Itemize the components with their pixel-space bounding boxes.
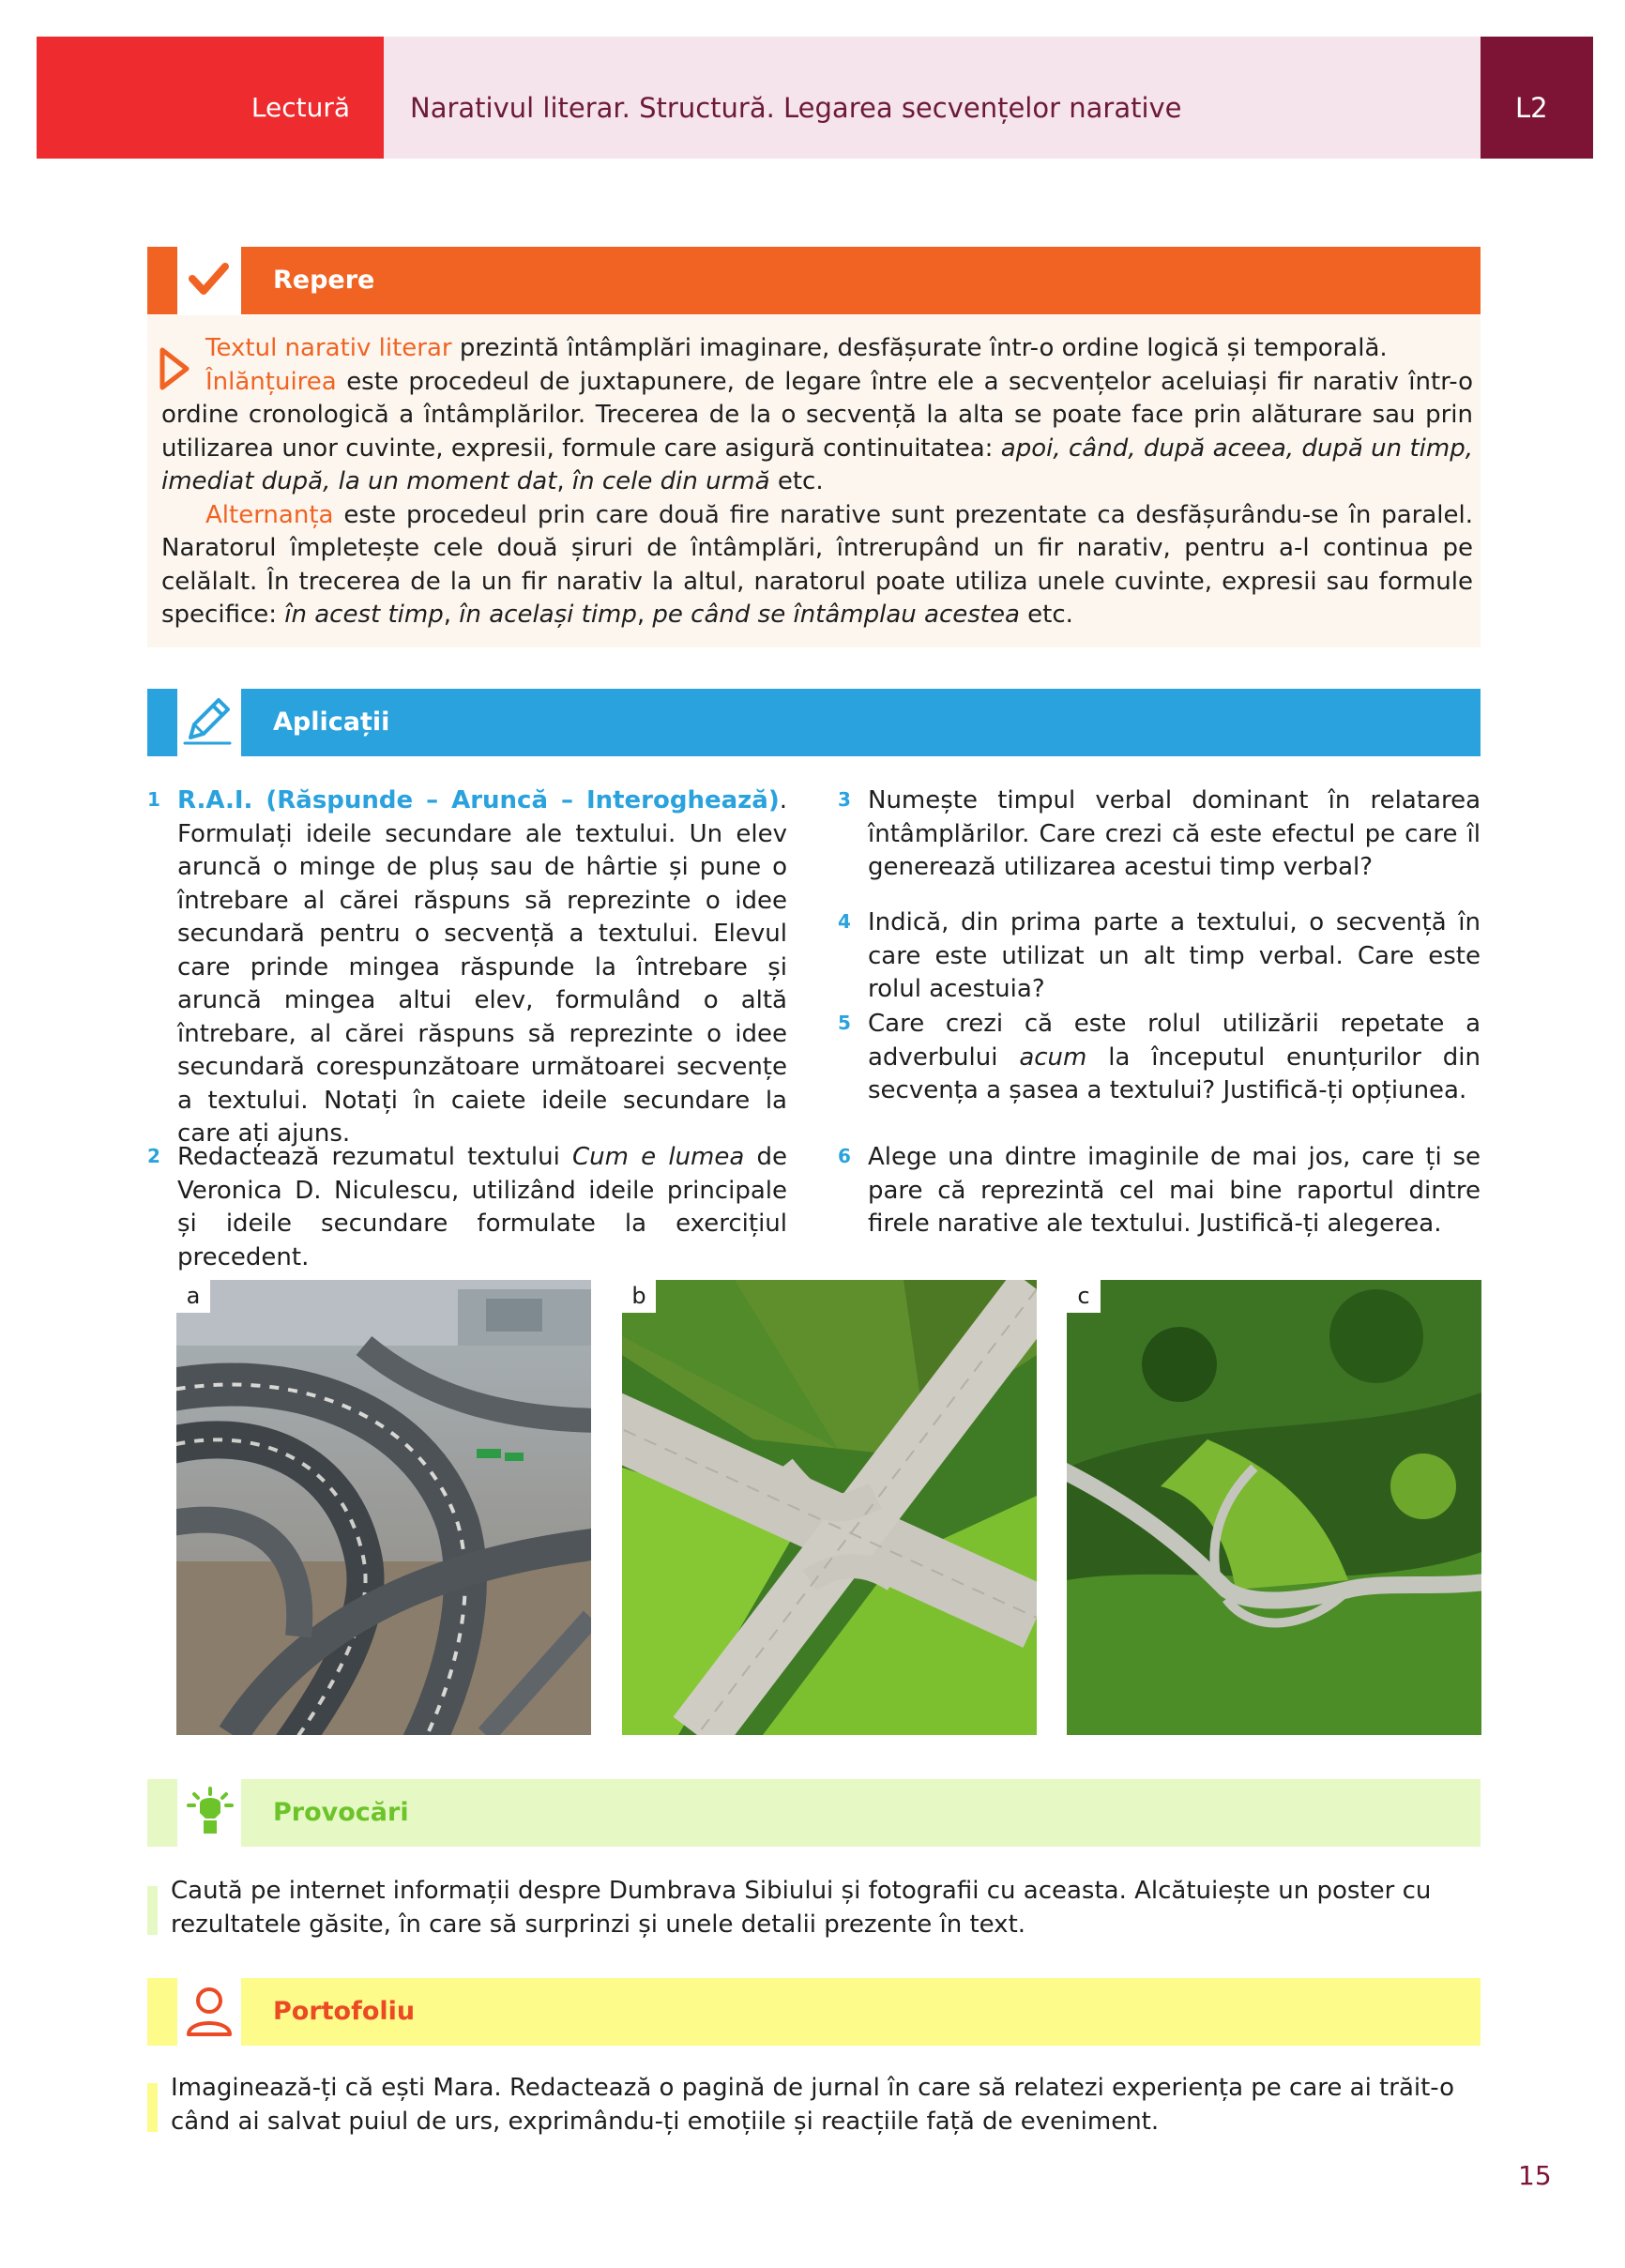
photo-label: a (176, 1280, 210, 1313)
repere-header (147, 247, 1481, 314)
photo-a-highway-interchange (176, 1280, 591, 1735)
photo-label: b (622, 1280, 656, 1313)
aplicatii-header (147, 689, 1481, 756)
repere-paragraph: Alternanța este procedeul prin care două fire narative sunt prezentate ca desfășurându-se în paralel. Naratorul împletește cele două șiruri de întâmplări, întrerupând un fir narativ, pentru a-l continua pe celălalt. În trecerea de la un fir narativ la altul, naratorul poate utiliza unele cuvinte, expresii sau formule specifice: în acest timp, în același timp, pe când se întâmplau acestea etc. (161, 500, 1473, 629)
aplicatii-title: Aplicații (273, 708, 390, 737)
repere-paragraph: Textul narativ literar prezintă întâmplări imaginare, desfășurate într-o ordine logică și temporală. (205, 334, 1388, 362)
lesson-label: L2 (1515, 92, 1548, 124)
portofoliu-text: Imaginează-ți că ești Mara. Redactează o pagină de jurnal în care să relatezi experiența pe care ai trăit-o când ai salvat puiul de urs, exprimându-ți emoțiile și reacțiile față de eveniment. (171, 2074, 1455, 2136)
lesson-badge (1481, 37, 1593, 159)
provocari-text: Caută pe internet informații despre Dumbrava Sibiului și fotografii cu aceasta. Alcătuiește un poster cu rezultatele găsite, în care să surprinzi și unele detalii prezente în text. (171, 1877, 1432, 1939)
exercise-number: 5 (838, 1012, 851, 1034)
photo-c-road-junction (1067, 1280, 1481, 1735)
provocari-title: Provocări (273, 1798, 409, 1827)
exercise-number: 1 (147, 788, 160, 811)
lightbulb-icon (177, 1779, 241, 1847)
page-number: 15 (1518, 2160, 1552, 2191)
header-title-bar (384, 37, 1481, 159)
portofoliu-title: Portofoliu (273, 1997, 416, 2026)
checkmark-icon (177, 247, 241, 314)
exercise-number: 3 (838, 788, 851, 811)
exercise-number: 2 (147, 1145, 160, 1167)
exercise-lead: R.A.I. (Răspunde – Aruncă – Interoghează) (177, 786, 780, 814)
header-section-label: Lectură (251, 92, 350, 123)
photo-label: c (1067, 1280, 1101, 1313)
person-icon (177, 1978, 241, 2046)
photo-b-crossroads (622, 1280, 1037, 1735)
repere-paragraph: Înlănțuirea este procedeul de juxtapunere, de legare între ele a secvențelor aceluiași fir narativ într-o ordine cronologică a întâmplărilor. Trecerea de la o secvență la alta se poate face prin alăturare sau prin utilizarea unor cuvinte, expresii, formule care asigură continuitatea: apoi, când, după aceea, după un timp, imediat după, la un moment dat, în cele din urmă etc. (161, 367, 1473, 495)
repere-title: Repere (273, 266, 375, 295)
pencil-icon (177, 689, 241, 756)
provocari-marker (147, 1886, 158, 1935)
portofoliu-marker (147, 2083, 158, 2132)
repere-content (147, 315, 1481, 647)
provocari-header (147, 1779, 1481, 1847)
header-section (37, 37, 384, 159)
exercise-number: 4 (838, 910, 851, 933)
page-title: Narativul literar. Structură. Legarea secvențelor narative (410, 92, 1182, 124)
exercise-number: 6 (838, 1145, 851, 1167)
portofoliu-header (147, 1978, 1481, 2046)
